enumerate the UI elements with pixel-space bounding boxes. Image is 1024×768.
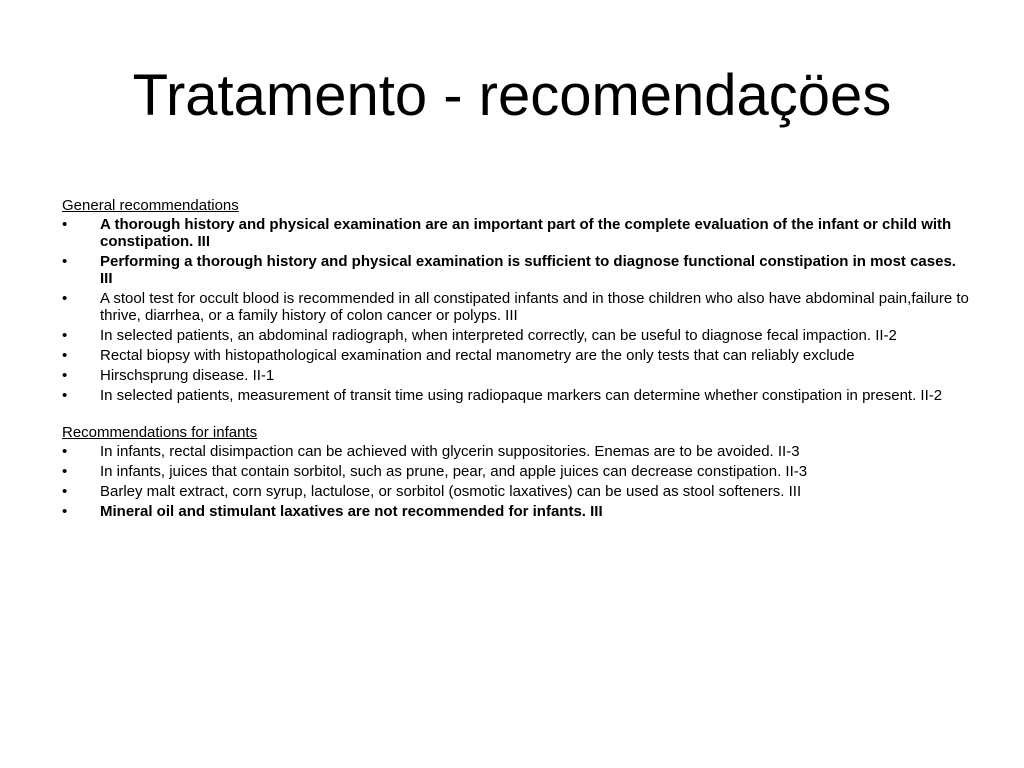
bullet-icon: • bbox=[62, 347, 68, 364]
bullet-icon: • bbox=[62, 483, 68, 500]
bullet-icon: • bbox=[62, 367, 68, 384]
bullet-icon: • bbox=[62, 503, 68, 520]
list-item-text: A stool test for occult blood is recommended in all constipated infants and in those children who also have abdominal pain,failure to thrive, diarrhea, or a family history of colon cancer or polyps. III bbox=[100, 290, 969, 324]
bullet-icon: • bbox=[62, 387, 68, 404]
list-item bbox=[62, 367, 972, 384]
list-item-text: Hirschsprung disease. II-1 bbox=[100, 367, 275, 384]
list-item bbox=[62, 290, 972, 324]
list-item bbox=[62, 253, 972, 287]
section-general-recommendations bbox=[62, 197, 972, 404]
bullet-list bbox=[62, 216, 972, 404]
bullet-icon: • bbox=[62, 216, 68, 233]
bullet-icon: • bbox=[62, 253, 68, 270]
list-item bbox=[62, 216, 972, 250]
list-item-text: Rectal biopsy with histopathological examination and rectal manometry are the only tests that can reliably exclude bbox=[100, 347, 855, 364]
list-item bbox=[62, 503, 972, 520]
list-item-text: Mineral oil and stimulant laxatives are not recommended for infants. III bbox=[100, 503, 603, 520]
list-item bbox=[62, 483, 972, 500]
list-item-text: Performing a thorough history and physical examination is sufficient to diagnose functional constipation in most cases. III bbox=[100, 253, 956, 287]
list-item-text: Barley malt extract, corn syrup, lactulose, or sorbitol (osmotic laxatives) can be used as stool softeners. III bbox=[100, 483, 802, 500]
list-item bbox=[62, 327, 972, 344]
bullet-list bbox=[62, 443, 972, 520]
section-spacer bbox=[62, 407, 972, 424]
list-item bbox=[62, 443, 972, 460]
list-item-text: A thorough history and physical examination are an important part of the complete evaluation of the infant or child with constipation. III bbox=[100, 216, 952, 250]
list-item-text: In infants, juices that contain sorbitol, such as prune, pear, and apple juices can decrease constipation. II-3 bbox=[100, 463, 808, 480]
section-heading: General recommendations bbox=[62, 197, 239, 214]
section-heading: Recommendations for infants bbox=[62, 424, 258, 441]
list-item bbox=[62, 463, 972, 480]
list-item-text: In selected patients, measurement of transit time using radiopaque markers can determine whether constipation in present. II-2 bbox=[100, 387, 943, 404]
bullet-icon: • bbox=[62, 443, 68, 460]
slide-content bbox=[62, 197, 972, 523]
list-item-text: In selected patients, an abdominal radiograph, when interpreted correctly, can be useful to diagnose fecal impaction. II-2 bbox=[100, 327, 897, 344]
slide-title: Tratamento - recomendaçöes bbox=[132, 63, 892, 128]
bullet-icon: • bbox=[62, 327, 68, 344]
bullet-icon: • bbox=[62, 463, 68, 480]
list-item bbox=[62, 387, 972, 404]
list-item-text: In infants, rectal disimpaction can be achieved with glycerin suppositories. Enemas are to be avoided. II-3 bbox=[100, 443, 800, 460]
section-recommendations-for-infants bbox=[62, 424, 972, 520]
bullet-icon: • bbox=[62, 290, 68, 307]
list-item bbox=[62, 347, 972, 364]
